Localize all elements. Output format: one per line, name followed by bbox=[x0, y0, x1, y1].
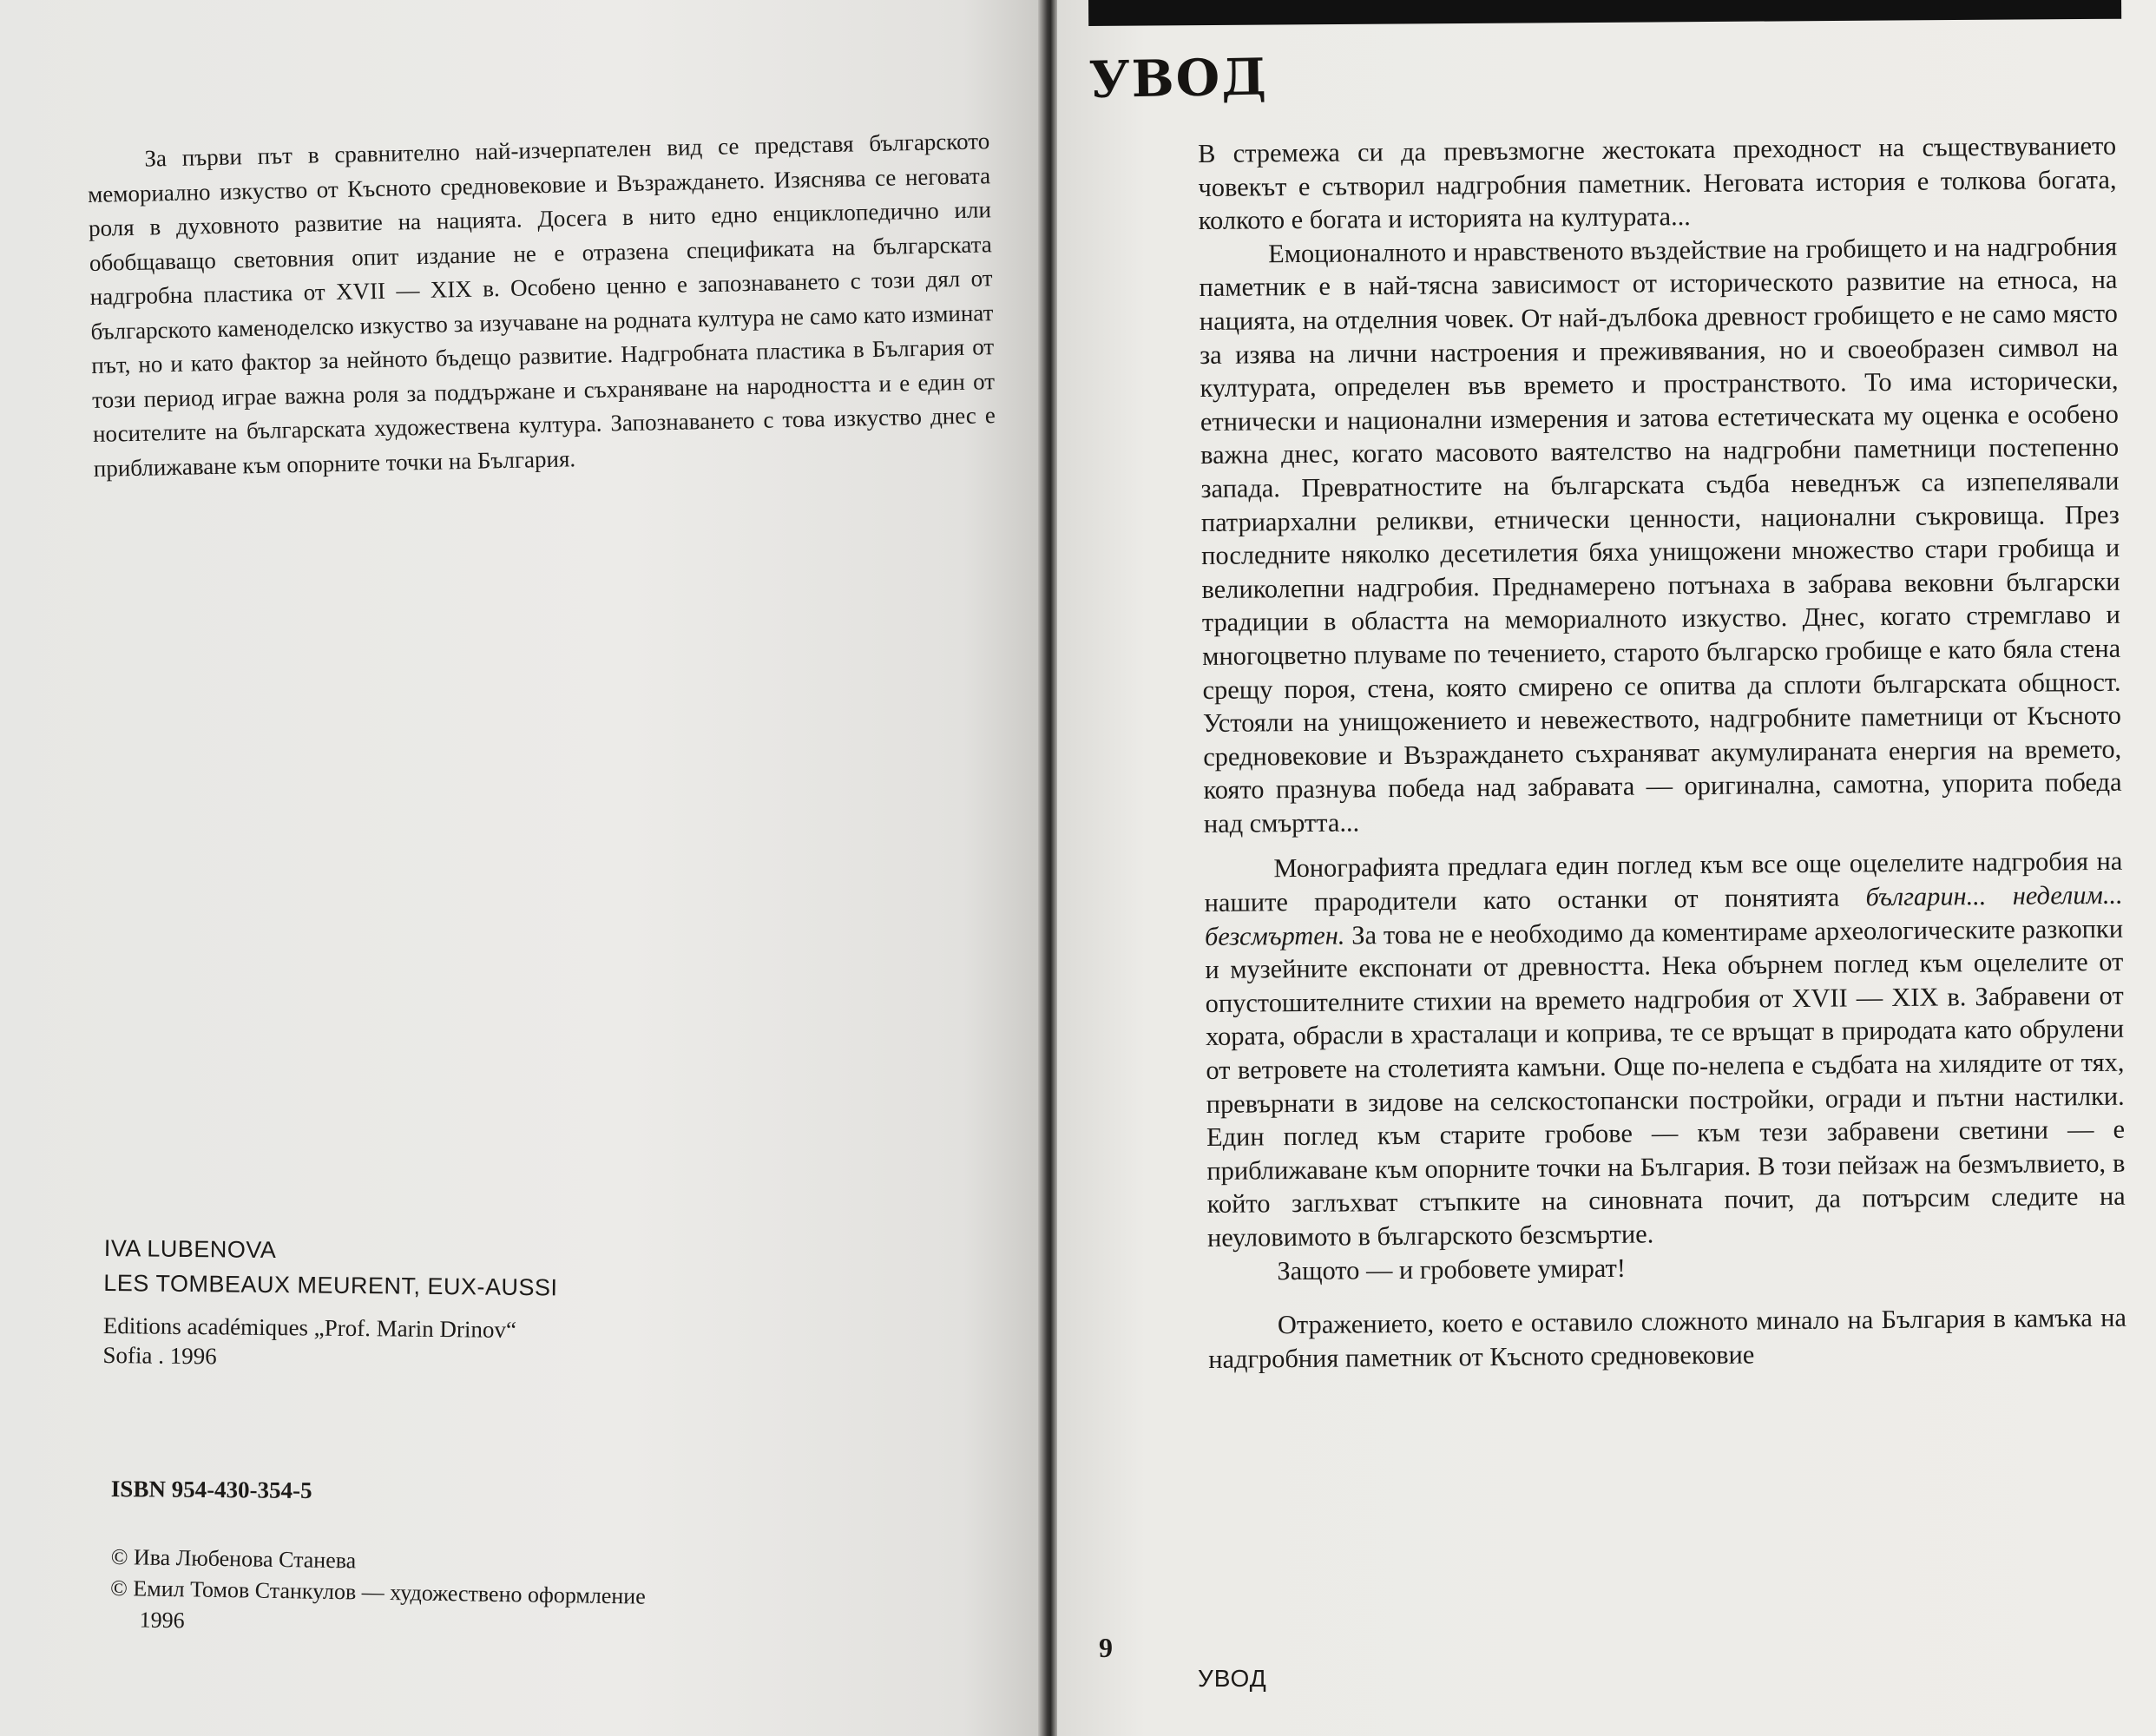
credit-publisher: Editions académiques „Prof. Marin Drinov“ bbox=[102, 1312, 517, 1343]
chapter-body bbox=[1198, 129, 2126, 1377]
right-page bbox=[1057, 0, 2156, 1736]
paragraph-2: Емоционалното и нравственото въздействие на гробището и на надгробния паметник е в най-тясна зависимост от историческото развитие на етноса, на нацията, на отделния човек. От най-дълбока древност гробището е не само място за изява на лични настроения и преживявания, но и своеобразен символ на културата, определен във времето и пространството. То има исторически, етнически и национални измерения и затова естетическата му оценка е особено важна днес, когато масовото ваятелство на надгробни паметници постепенно запада. Превратностите на българската съдба неведнъж са изпепелявали патриархални реликви, етнически ценности, национални съкровища. През последните няколко десетилетия бяха унищожени множество стари гробища и великолепни надгробия. Преднамерено потънаха в забрава вековни български традиции в областта на мемориалното изкуство. Днес, когато стремглаво и многоцветно плуваме по течението, старото българско гробище е като бяла стена срещу пороя, стена, която смирено се опитва да сплоти българската общност. Устояли на унищожението и невежеството, надгробните паметници от Късното средновековие и Възраждането съхраняват акумулираната енергия на времето, която празнува победа над забравата — оригинална, самотна, упорита победа над смъртта... bbox=[1199, 231, 2122, 838]
running-head: УВОД bbox=[1198, 1665, 1267, 1692]
paragraph-3-start: Монографията предлага един поглед към все още оцелелите надгробия на нашите прародители като останки от понятията bbox=[1204, 846, 2123, 918]
chapter-title: УВОД bbox=[1088, 47, 1269, 109]
copyright-year: 1996 bbox=[139, 1607, 185, 1634]
copyright-author: © Ива Любенова Станева bbox=[110, 1543, 357, 1574]
paragraph-3-end: За това не е необходимо да коментираме археологическите разкопки и музейните експонати от древността. Нека обърнем поглед към оцелелите от опустошителните стихии на времето надгробия от XVII — XIX в. Забравени от хората, обрасли в храсталаци и коприва, те се връщат в природата като обрулени от ветровете на столетията камъни. Още по-нелепа е съдбата на хилядите от тях, превърнати в зидове на селскостопански постройки, огради и пътни настилки. Един поглед към старите гробове — към тези забравени светини — е приближаване към опорните точки на България. В този пейзаж на безмълвието, в който заглъхват стъпките на синовната почит, да потърсим следите на неуловимото в българското безсмъртие. bbox=[1205, 913, 2126, 1253]
credit-french-title: LES TOMBEAUX MEURENT, EUX-AUSSI bbox=[103, 1269, 558, 1301]
paragraph-4: Защото — и гробовете умират! bbox=[1277, 1253, 1627, 1286]
intro-paragraph: За първи път в сравнително най-изчерпателен вид се представя българското мемориално изкуство от Късното средновековие и Възраждането. Изяснява се неговата роля в духовното развитие на нацията. Досега в нито едно енциклопедично или обобщаващо световния опит издание не е отразена спецификата на българската надгробна пластика от XVII — XIX в. Особено ценно е запознаването с този дял от българското каменоделско изкуство за изучаване на родната култура не само като изминат път, но и като фактор за нейното бъдещо развитие. Надгробната пластика в България от този период играе важна роля за поддържане и съхраняване на народността и е един от носителите на българската художествена култура. Запознаването с това изкуство днес е приближаване към опорните точки на България. bbox=[87, 128, 996, 482]
book-gutter bbox=[1038, 0, 1059, 1736]
paragraph-5: Отражението, което е оставило сложното минало на България в камъка на надгробния паметник от Късното средновековие bbox=[1208, 1302, 2127, 1374]
credit-author: IVA LUBENOVA bbox=[103, 1234, 277, 1264]
foreign-credits bbox=[102, 1231, 729, 1377]
credit-city-year: Sofia . 1996 bbox=[102, 1341, 217, 1370]
chapter-top-bar bbox=[1088, 0, 2121, 26]
isbn: ISBN 954-430-354-5 bbox=[110, 1476, 312, 1504]
page-number: 9 bbox=[1099, 1632, 1113, 1663]
copyright-block bbox=[109, 1542, 805, 1647]
left-page bbox=[0, 0, 1047, 1736]
intro-text bbox=[87, 124, 996, 486]
paragraph-1: В стремежа си да превъзмогне жестоката преходност на съществуванието човекът е сътворил надгробния паметник. Неговата история е толкова богата, колкото е богата и историята на културата... bbox=[1198, 130, 2117, 236]
paragraph-3-emphasis: българин... неделим... безсмъртен. bbox=[1204, 879, 2123, 951]
paragraph-3 bbox=[1204, 845, 2126, 1254]
copyright-designer: © Емил Томов Станкулов — художествено оформление bbox=[109, 1575, 646, 1609]
